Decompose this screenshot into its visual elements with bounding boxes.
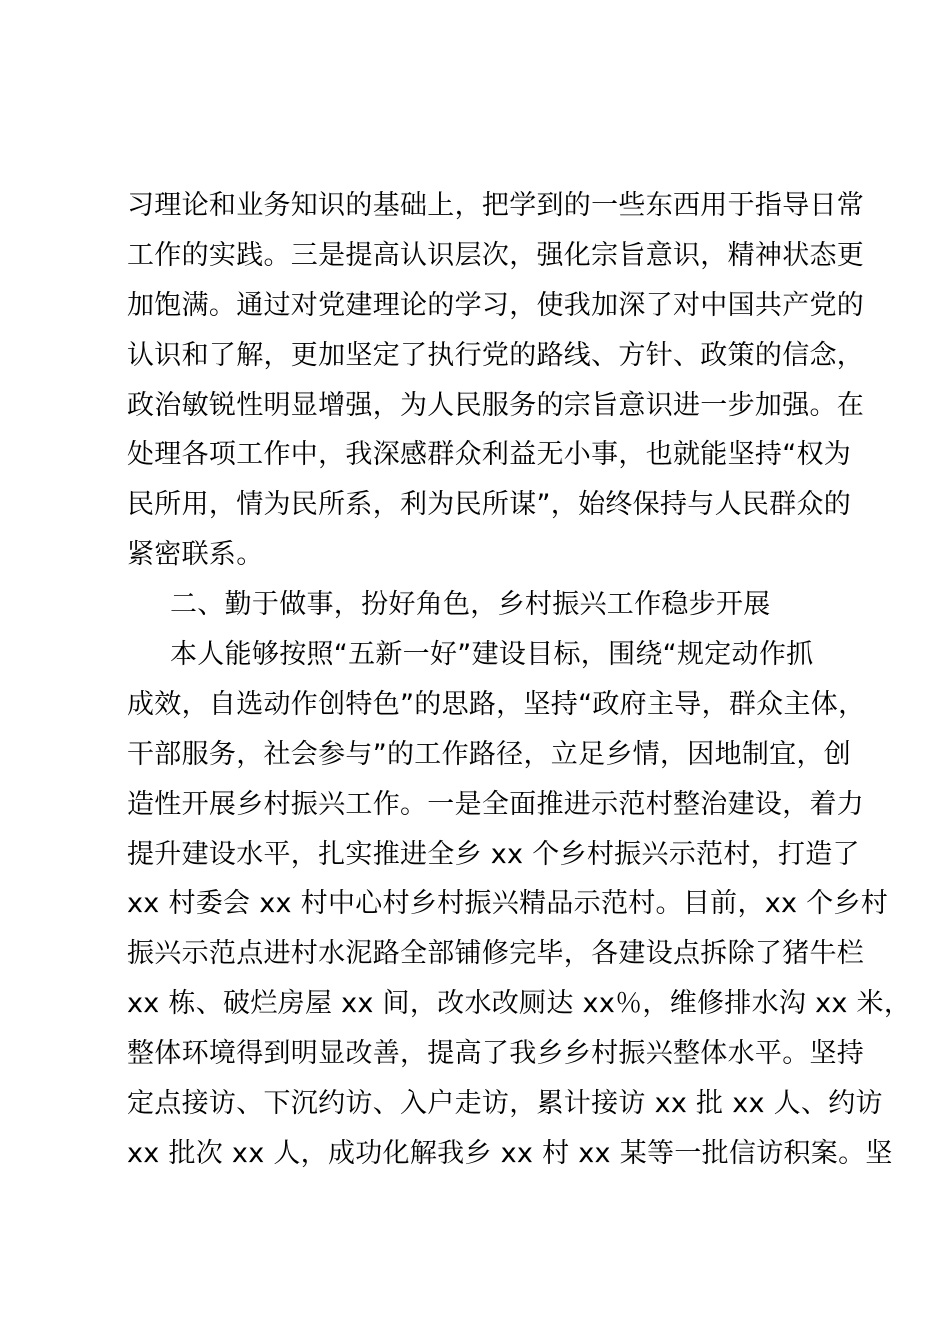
text-line: 振兴示范点进村水泥路全部铺修完毕，各建设点拆除了猪牛栏	[127, 938, 865, 970]
text-line: 干部服务，社会参与”的工作路径，立足乡情，因地制宜，创	[127, 738, 852, 770]
text-line: 整体环境得到明显改善，提高了我乡乡村振兴整体水平。坚持	[127, 1038, 865, 1070]
text-line: 定点接访、下沉约访、入户走访，累计接访 xx 批 xx 人、约访	[127, 1088, 883, 1120]
text-line: xx 栋、破烂房屋 xx 间，改水改厕达 xx％，维修排水沟 xx 米，	[127, 988, 912, 1020]
text-line: 政治敏锐性明显增强，为人民服务的宗旨意识进一步加强。在	[127, 389, 865, 421]
text-line: 成效，自选动作创特色”的思路，坚持“政府主导，群众主体，	[127, 688, 866, 720]
text-line: 加饱满。通过对党建理论的学习，使我加深了对中国共产党的	[127, 289, 865, 321]
text-line: xx 批次 xx 人，成功化解我乡 xx 村 xx 某等一批信访积案。坚	[127, 1137, 893, 1169]
text-line: xx 村委会 xx 村中心村乡村振兴精品示范村。目前，xx 个乡村	[127, 888, 889, 920]
text-line: 紧密联系。	[127, 539, 264, 571]
document-body	[127, 181, 912, 1179]
text-line: 提升建设水平，扎实推进全乡 xx 个乡村振兴示范村，打造了	[127, 838, 860, 870]
text-line: 二、勤于做事，扮好角色，乡村振兴工作稳步开展	[170, 589, 771, 621]
paragraph	[127, 181, 865, 580]
text-line: 习理论和业务知识的基础上，把学到的一些东西用于指导日常	[127, 190, 865, 221]
section-heading	[127, 580, 847, 630]
text-line: 工作的实践。三是提高认识层次，强化宗旨意识，精神状态更	[127, 239, 865, 271]
text-line: 处理各项工作中，我深感群众利益无小事，也就能坚持“权为	[127, 439, 852, 471]
text-line: 民所用，情为民所系，利为民所谋”，始终保持与人民群众的	[127, 489, 852, 521]
text-line: 本人能够按照“五新一好”建设目标，围绕“规定动作抓	[170, 639, 814, 671]
text-line: 造性开展乡村振兴工作。一是全面推进示范村整治建设，着力	[127, 788, 865, 820]
text-line: 认识和了解，更加坚定了执行党的路线、方针、政策的信念，	[127, 339, 865, 371]
paragraph	[127, 630, 912, 1179]
